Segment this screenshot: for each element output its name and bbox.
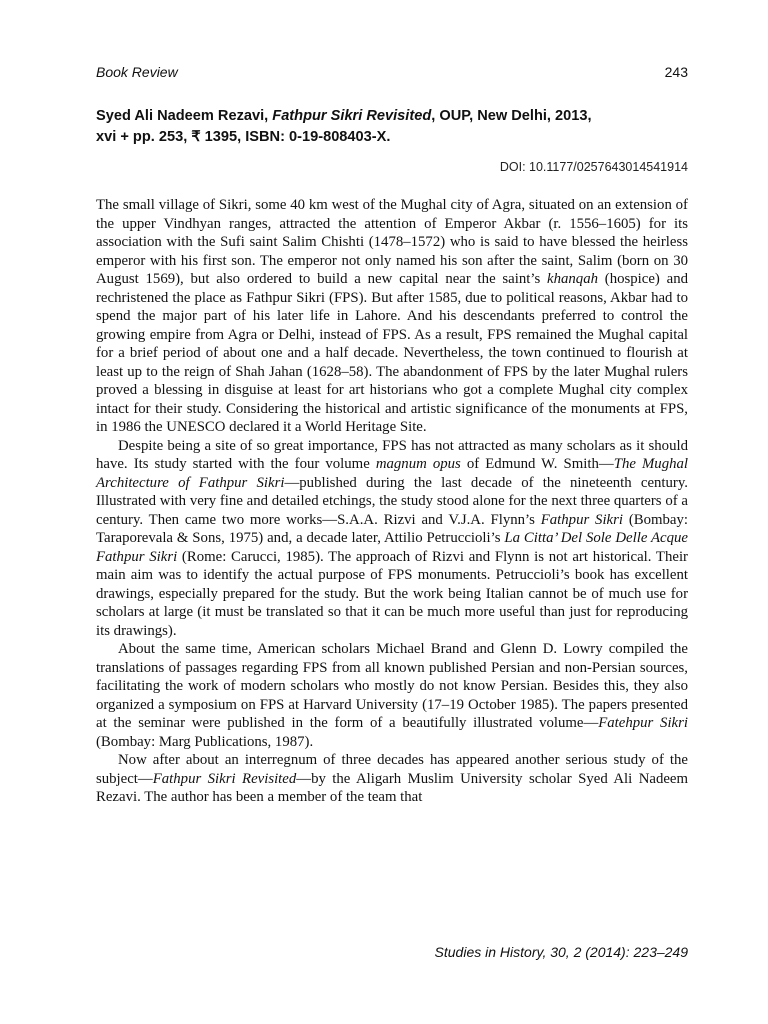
text-run: (Bombay: Marg Publications, 1987). [96,733,314,750]
italic-text: Fathpur Sikri Revisited [152,770,297,787]
text-run: —by the Aligarh Muslim University scholar Syed Ali Nadeem Rezavi. The author has been a member of the team that [96,770,688,805]
citation-publisher: , OUP, New Delhi, 2013, [431,108,592,124]
text-run: The small village of Sikri, some 40 km west of the Mughal city of Agra, situated on an extension of the upper Vindhyan ranges, attracted the attention of Emperor Akbar (r. 1556–1605) for its association with the Sufi saint Salim Chishti (1478–1572) who is said to have blessed the heirless emperor with his first son. The emperor not only named his son after the saint, Salim (born on 30 August 1569), but also ordered to build a new capital near the saint’s [96,197,688,287]
page-number: 243 [664,64,688,80]
italic-text: La Citta’ Del Sole Delle Acque Fathpur Sikri [96,530,688,565]
citation-author: Syed Ali Nadeem Rezavi, [96,108,273,124]
italic-text: khanqah [547,271,598,287]
doi-line: DOI: 10.1177/0257643014541914 [499,160,688,174]
journal-footer: Studies in History, 30, 2 (2014): 223–249 [434,944,688,960]
text-run: of Edmund W. Smith— [460,456,614,472]
italic-text: Fathpur Sikri [540,511,623,528]
text-run: About the same time, American scholars Michael Brand and Glenn D. Lowry compiled the translations of passages regarding FPS from all known published Persian and non-Persian sources, facilitating the work of modern scholars who mostly do not know Persian. Besides this, they also organized a symposium on FPS at Harvard University (17–19 October 1985). The papers presented at the seminar were published in the form of a beautifully illustrated volume— [96,641,688,731]
section-title: Book Review [96,64,178,80]
paragraph-3 [96,640,688,751]
text-run: —published during the last decade of the nineteenth century. Illustrated with very fine and detailed etchings, the study stood alone for the next three quarters of a century. Then came two more works—S.A.A. Rizvi and V.J.A. Flynn’s [96,474,688,528]
text-run: Now after about an interregnum of three decades has appeared another serious study of the subject— [96,752,688,787]
paragraph-2 [96,437,688,641]
running-header [96,64,688,84]
italic-text: Fatehpur Sikri [598,715,688,731]
text-run: Despite being a site of so great importance, FPS has not attracted as many scholars as it should have. Its study started with the four volume [96,437,688,472]
paragraph-1 [96,196,688,437]
citation-details: xvi + pp. 253, ₹ 1395, ISBN: 0-19-808403-X. [96,129,391,145]
italic-text: magnum opus [375,456,461,472]
italic-text: The Mughal Architecture of Fathpur Sikri [96,456,689,491]
text-run: (Bombay: Taraporevala & Sons, 1975) and, a decade later, Attilio Petruccioli’s [96,511,688,546]
paragraph-4 [96,751,688,807]
book-citation [96,106,696,148]
text-run: (hospice) and rechristened the place as Fathpur Sikri (FPS). But after 1585, due to political reasons, Akbar had to spend the major part of his later life in Lahore. And his descendants preferred to control the growing empire from Agra or Delhi, instead of FPS. As a result, FPS remained the Mughal capital for a brief period of about one and a half decade. Nevertheless, the town continued to flourish at least up to the reign of Shah Jahan (1628–58). The abandonment of FPS by the later Mughal rulers proved a blessing in disguise at least for art historians who got a complete Mughal city complex intact for their study. Considering the historical and artistic significance of the monuments at FPS, in 1986 the UNESCO declared it a World Heritage Site. [96,271,688,435]
review-body [96,196,688,807]
text-run: (Rome: Carucci, 1985). The approach of Rizvi and Flynn is not art historical. Their main aim was to identify the actual purpose of FPS monuments. Petruccioli’s book has excellent drawings, especially prepared for the study. But the work being Italian cannot be of much use for scholars at large (it must be translated so that it can be much more useful than just for reproducing its drawings). [96,548,688,639]
citation-book-title: Fathpur Sikri Revisited [272,108,432,124]
